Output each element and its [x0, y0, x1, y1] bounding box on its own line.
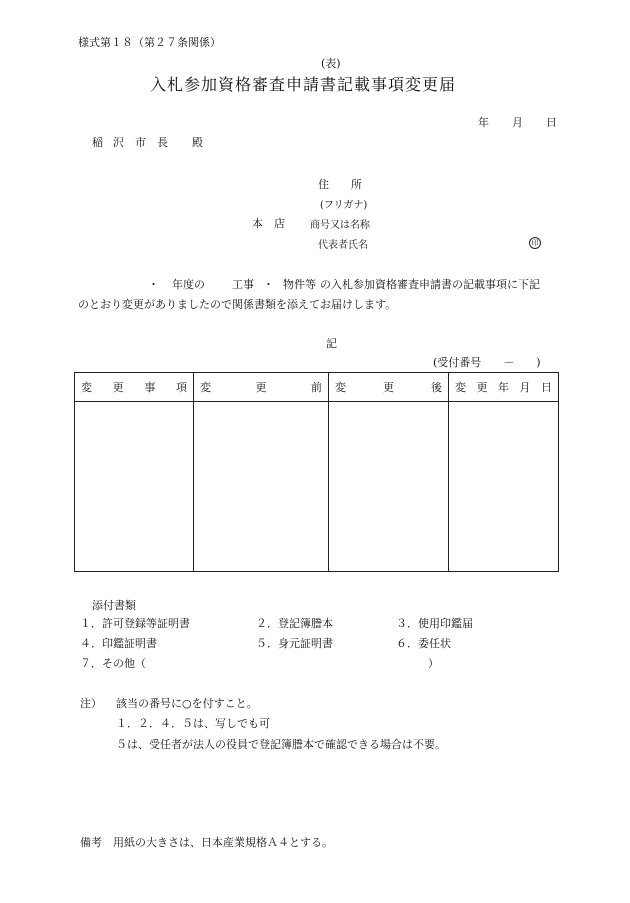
statement-dot: ・: [148, 278, 159, 291]
attachment-other-close: ）: [428, 657, 439, 670]
addressee-char: 稲: [92, 136, 103, 149]
header-char: 前: [311, 381, 322, 394]
attachment-item: ６．委任状: [396, 637, 451, 650]
header-char: 項: [175, 381, 187, 394]
header-char: 更: [383, 381, 394, 394]
note-line: ５は、受任者が法人の役員で登記簿謄本で確認できる場合は不要。: [116, 738, 446, 751]
reception-number: (受付番号 － ): [433, 356, 541, 369]
header-char: 後: [431, 381, 442, 394]
attachment-item: ４．印鑑証明書: [80, 637, 157, 650]
addressee-char: 沢: [113, 136, 124, 149]
company-name-label: 商号又は名称: [310, 220, 370, 231]
representative-label: 代表者氏名: [318, 240, 368, 251]
date-day: 日: [546, 116, 557, 129]
statement-goods: 物件等: [283, 278, 316, 291]
statement-line2: のとおり変更がありましたので関係書類を添えてお届けします。: [78, 298, 397, 311]
header-change-date: [449, 373, 559, 402]
side-label: (表): [321, 57, 341, 70]
addressee-char: 市: [135, 136, 146, 149]
seal-mark-icon: 印: [529, 237, 541, 249]
form-number: 様式第１８（第２７条関係）: [78, 36, 221, 49]
document-title: 入札参加資格審査申請書記載事項変更届: [150, 75, 457, 94]
statement-construction: 工事: [232, 278, 254, 291]
table-row: [75, 402, 559, 572]
attachment-item: ２．登記簿謄本: [256, 617, 333, 630]
head-office-label: 本 店: [252, 217, 285, 230]
header-before: [194, 373, 329, 402]
addressee-char: 長: [157, 136, 168, 149]
note-line: １．２．４．５は、写しでも可: [116, 717, 270, 730]
header-char: 事: [144, 381, 156, 394]
note-line: 該当の番号に○を付すこと。: [116, 697, 258, 710]
statement-year: 年度の: [172, 278, 205, 291]
table-header-row: [75, 373, 559, 402]
cell-before[interactable]: [194, 402, 329, 572]
header-char: 更: [476, 381, 488, 394]
attachment-item: ３．使用印鑑届: [396, 617, 473, 630]
header-char: 更: [112, 381, 124, 394]
header-char: 変: [455, 381, 466, 394]
statement-line1: の入札参加資格審査申請書の記載事項に下記: [320, 278, 540, 291]
header-after: [329, 373, 449, 402]
header-change-item: [75, 373, 194, 402]
ki-label: 記: [326, 337, 337, 350]
attachments-title: 添付書類: [92, 599, 136, 612]
header-char: 日: [541, 381, 552, 394]
header-char: 年: [498, 381, 509, 394]
header-char: 月: [519, 381, 531, 394]
date-month: 月: [512, 116, 523, 129]
header-char: 変: [200, 381, 211, 394]
attachment-item: １．許可登録等証明書: [80, 617, 190, 630]
notes-label: 注）: [80, 697, 102, 710]
addressee-honorific: 殿: [192, 136, 203, 149]
furigana-label: (フリガナ): [320, 200, 368, 211]
cell-change-date[interactable]: [449, 402, 559, 572]
attachment-other: ７．その他（: [80, 657, 146, 670]
header-char: 変: [335, 381, 346, 394]
address-label: 住 所: [318, 178, 362, 191]
date-year: 年: [478, 116, 489, 129]
change-table: [74, 372, 559, 572]
attachment-item: ５．身元証明書: [256, 637, 333, 650]
cell-after[interactable]: [329, 402, 449, 572]
remarks: 備考 用紙の大きさは、日本産業規格Ａ４とする。: [80, 836, 333, 849]
header-char: 変: [81, 381, 92, 394]
cell-change-item[interactable]: [75, 402, 194, 572]
statement-dot: ・: [263, 278, 274, 291]
header-char: 更: [255, 381, 267, 394]
